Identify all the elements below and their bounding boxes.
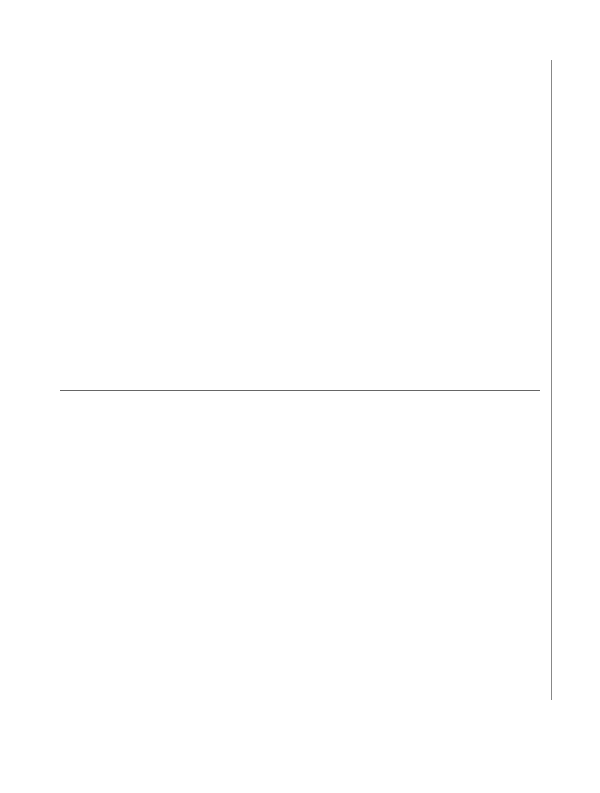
page-number-column	[552, 30, 574, 730]
vertical-rule	[551, 60, 552, 700]
text-column-2	[60, 44, 320, 754]
text-column-1	[348, 44, 538, 754]
